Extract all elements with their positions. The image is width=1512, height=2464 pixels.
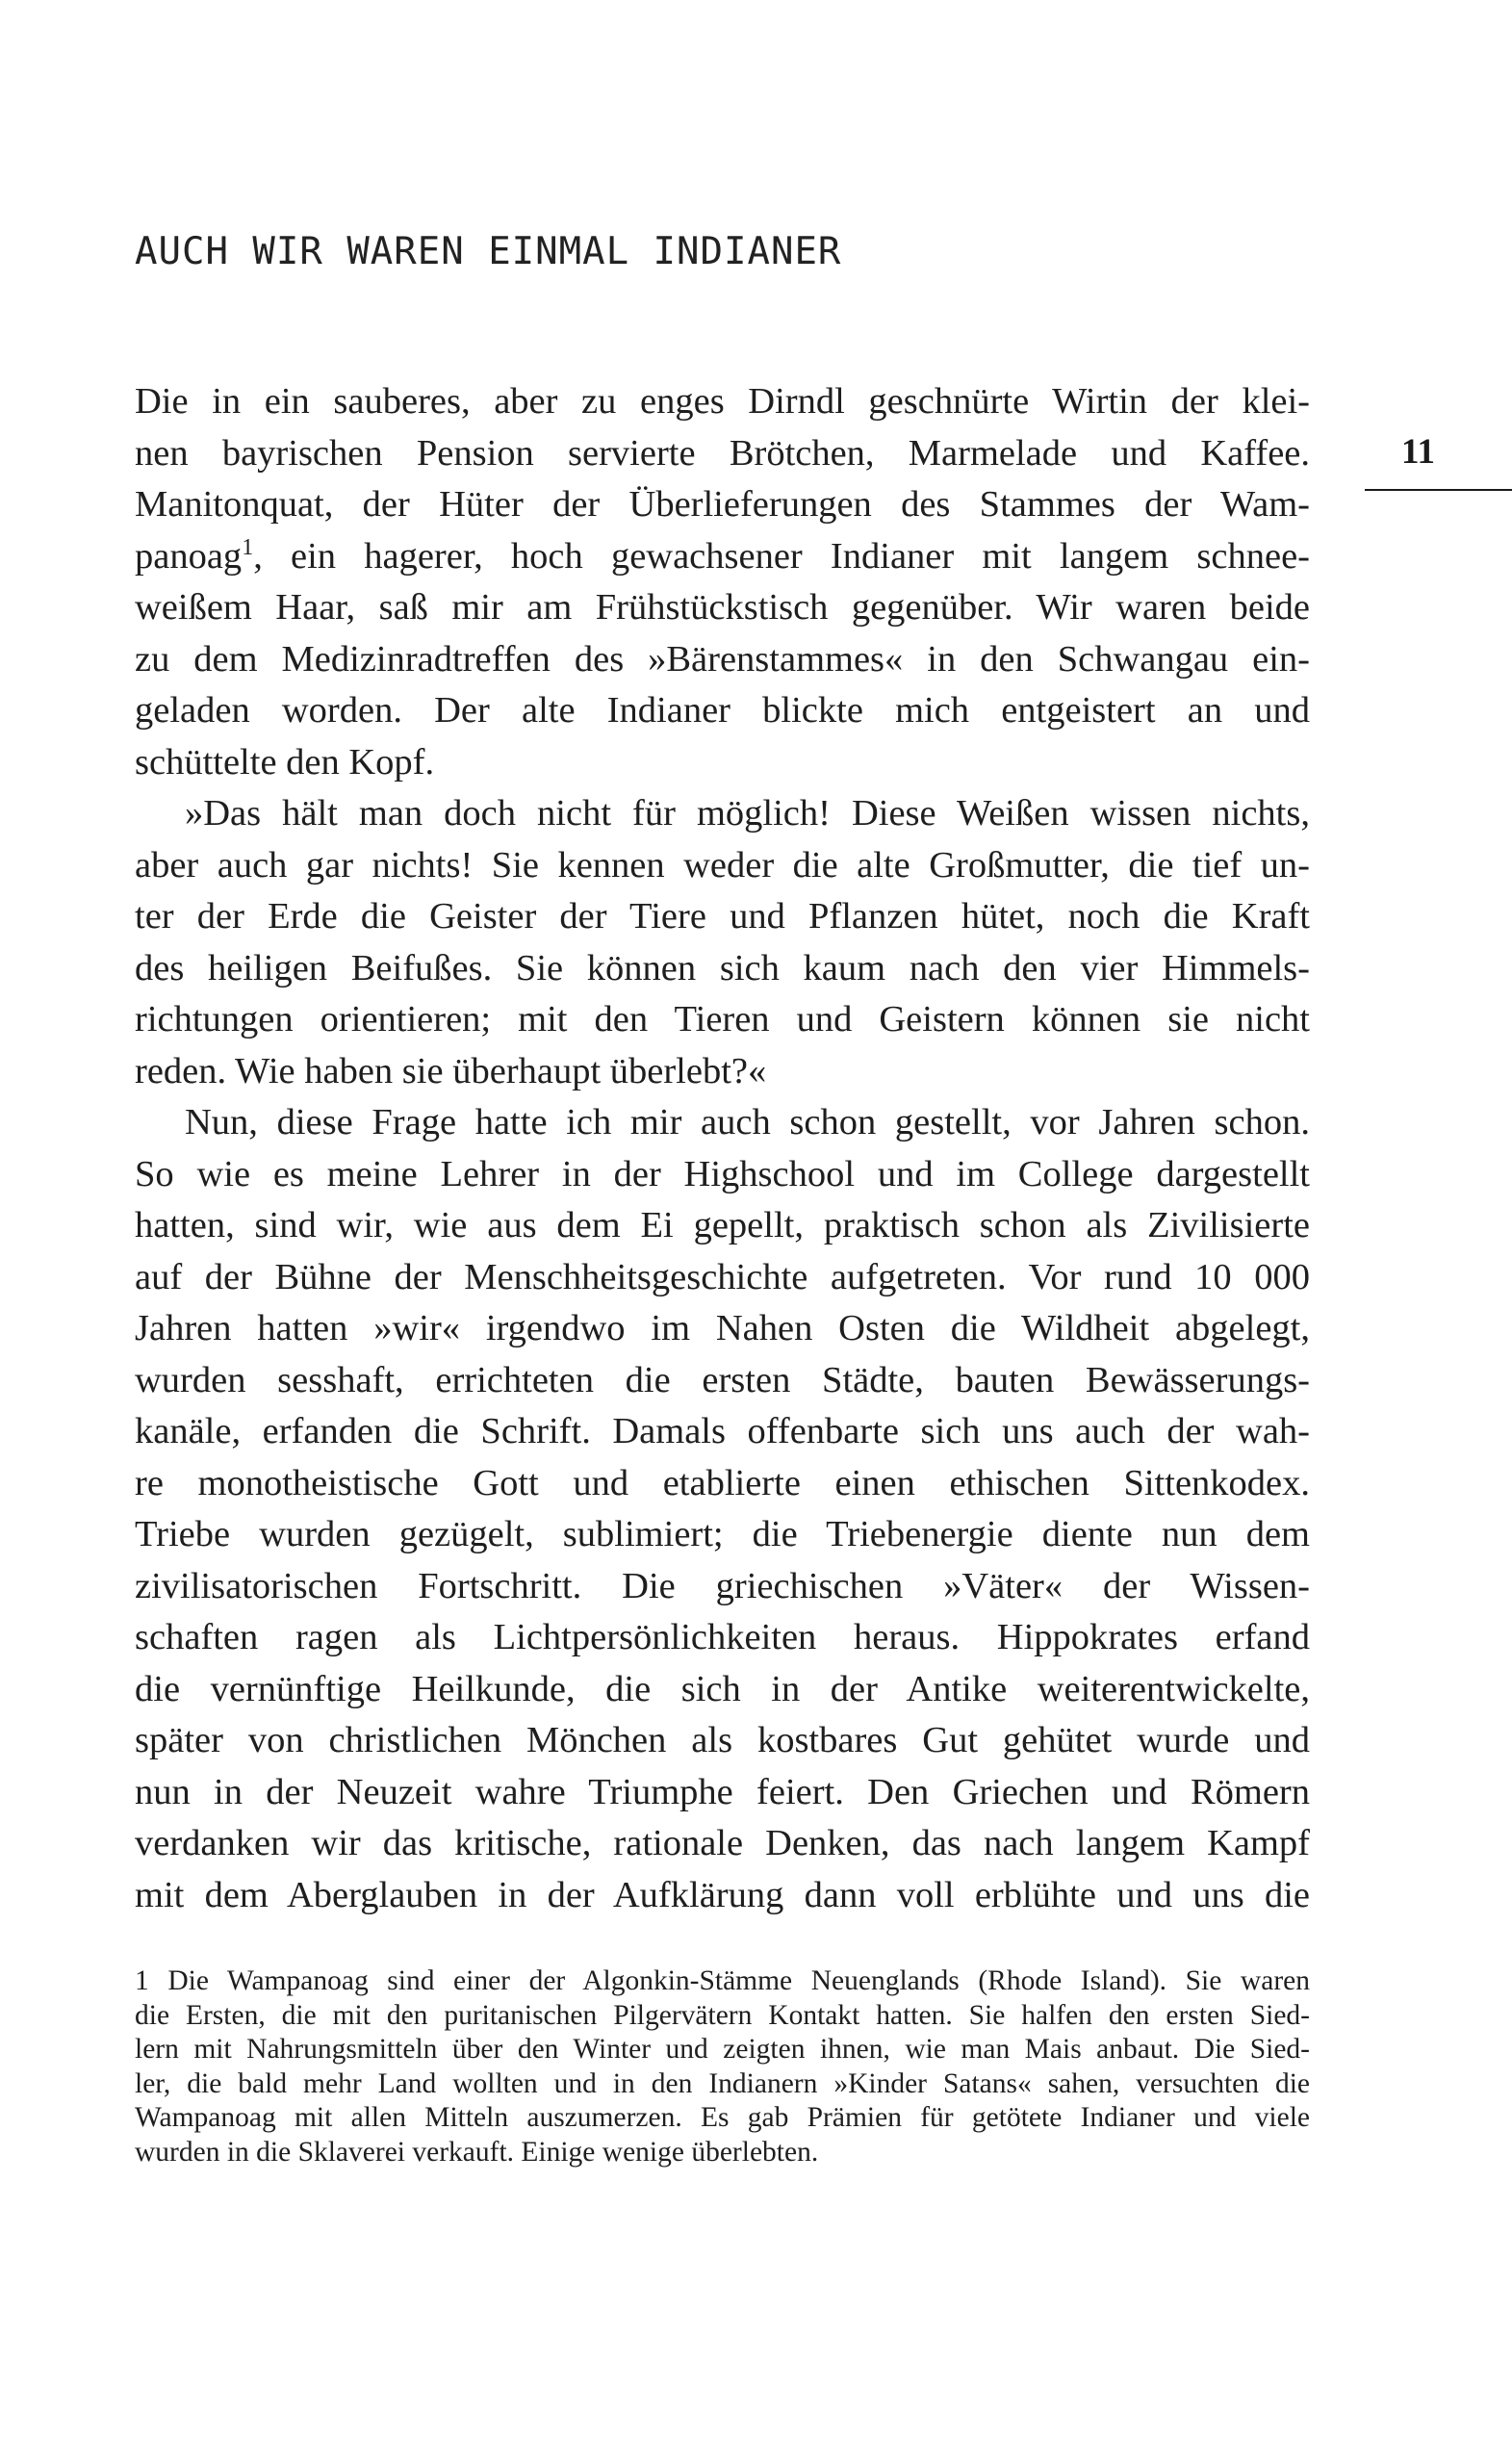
body-line: So wie es meine Lehrer in der Highschool und im College dargestellt — [135, 1153, 1310, 1194]
body-text — [135, 376, 1310, 1921]
chapter-title: AUCH WIR WAREN EINMAL INDIANER — [135, 230, 842, 273]
body-line: hatten, sind wir, wie aus dem Ei gepellt, praktisch schon als Zivilisierte — [135, 1205, 1310, 1245]
footnote-reference[interactable]: 1 — [242, 534, 254, 560]
footnote-line: 1 Die Wampanoag sind einer der Algonkin-Stämme Neuenglands (Rhode Island). Sie waren — [135, 1965, 1310, 1996]
body-line: Die in ein sauberes, aber zu enges Dirndl geschnürte Wirtin der klei- — [135, 381, 1310, 422]
body-line: des heiligen Beifußes. Sie können sich kaum nach den vier Himmels- — [135, 947, 1310, 988]
footnote-line: Wampanoag mit allen Mitteln auszumerzen. Es gab Prämien für getötete Indianer und viele — [135, 2102, 1310, 2133]
body-line: zu dem Medizinradtreffen des »Bärenstammes« in den Schwangau ein- — [135, 638, 1310, 680]
body-line: Triebe wurden gezügelt, sublimiert; die Triebenergie diente nun dem — [135, 1514, 1310, 1554]
body-line: mit dem Aberglauben in der Aufklärung dann voll erblühte und uns die — [135, 1874, 1310, 1915]
body-line: wurden sesshaft, errichteten die ersten Städte, bauten Bewässerungs- — [135, 1359, 1310, 1400]
body-line: Jahren hatten »wir« irgendwo im Nahen Osten die Wildheit abgelegt, — [135, 1308, 1310, 1348]
body-line-start: panoag — [135, 535, 243, 577]
footnote — [135, 1964, 1310, 2169]
body-line: schaften ragen als Lichtpersönlichkeiten heraus. Hippokrates erfand — [135, 1617, 1310, 1657]
body-line — [135, 531, 1310, 583]
body-line: ter der Erde die Geister der Tiere und Pflanzen hütet, noch die Kraft — [135, 896, 1310, 937]
body-line: Nun, diese Frage hatte ich mir auch schon gestellt, vor Jahren schon. — [185, 1102, 1310, 1142]
footnote-line: die Ersten, die mit den puritanischen Pilgervätern Kontakt hatten. Sie halfen den ersten Sied- — [135, 1999, 1310, 2031]
body-line: geladen worden. Der alte Indianer blickte mich entgeistert an und — [135, 690, 1310, 731]
body-line-end: , ein hagerer, hoch gewachsener Indianer mit langem schnee- — [253, 535, 1310, 577]
body-line: re monotheistische Gott und etablierte einen ethischen Sittenkodex. — [135, 1462, 1310, 1503]
body-line: aber auch gar nichts! Sie kennen weder die alte Großmutter, die tief un- — [135, 844, 1310, 886]
body-line: schüttelte den Kopf. — [135, 741, 435, 783]
body-line: kanäle, erfanden die Schrift. Damals offenbarte sich uns auch der wah- — [135, 1411, 1310, 1451]
footnote-line: wurden in die Sklaverei verkauft. Einige wenige überlebten. — [135, 2136, 819, 2168]
body-line: auf der Bühne der Menschheitsgeschichte aufgetreten. Vor rund 10 000 — [135, 1256, 1310, 1297]
body-line: nun in der Neuzeit wahre Triumphe feiert. Den Griechen und Römern — [135, 1771, 1310, 1812]
page-number-rule — [1365, 489, 1512, 491]
body-line: nen bayrischen Pension servierte Brötchen, Marmelade und Kaffee. — [135, 432, 1310, 474]
body-line: richtungen orientieren; mit den Tieren und Geistern können sie nicht — [135, 999, 1310, 1040]
body-line: die vernünftige Heilkunde, die sich in der Antike weiterentwickelte, — [135, 1668, 1310, 1709]
body-line: zivilisatorischen Fortschritt. Die griechischen »Väter« der Wissen- — [135, 1565, 1310, 1606]
body-line: Manitonquat, der Hüter der Überlieferungen des Stammes der Wam- — [135, 484, 1310, 525]
body-line: verdanken wir das kritische, rationale Denken, das nach langem Kampf — [135, 1823, 1310, 1863]
body-line: später von christlichen Mönchen als kostbares Gut gehütet wurde und — [135, 1720, 1310, 1760]
footnote-line: ler, die bald mehr Land wollten und in den Indianern »Kinder Satans« sahen, versuchten die — [135, 2067, 1310, 2099]
body-line: reden. Wie haben sie überhaupt überlebt?« — [135, 1050, 767, 1091]
body-line: weißem Haar, saß mir am Frühstückstisch gegenüber. Wir waren beide — [135, 587, 1310, 628]
footnote-line: lern mit Nahrungsmitteln über den Winter und zeigten ihnen, wie man Mais anbaut. Die Sied- — [135, 2034, 1310, 2065]
page-number: 11 — [1401, 432, 1435, 472]
body-line: »Das hält man doch nicht für möglich! Diese Weißen wissen nichts, — [185, 793, 1310, 834]
